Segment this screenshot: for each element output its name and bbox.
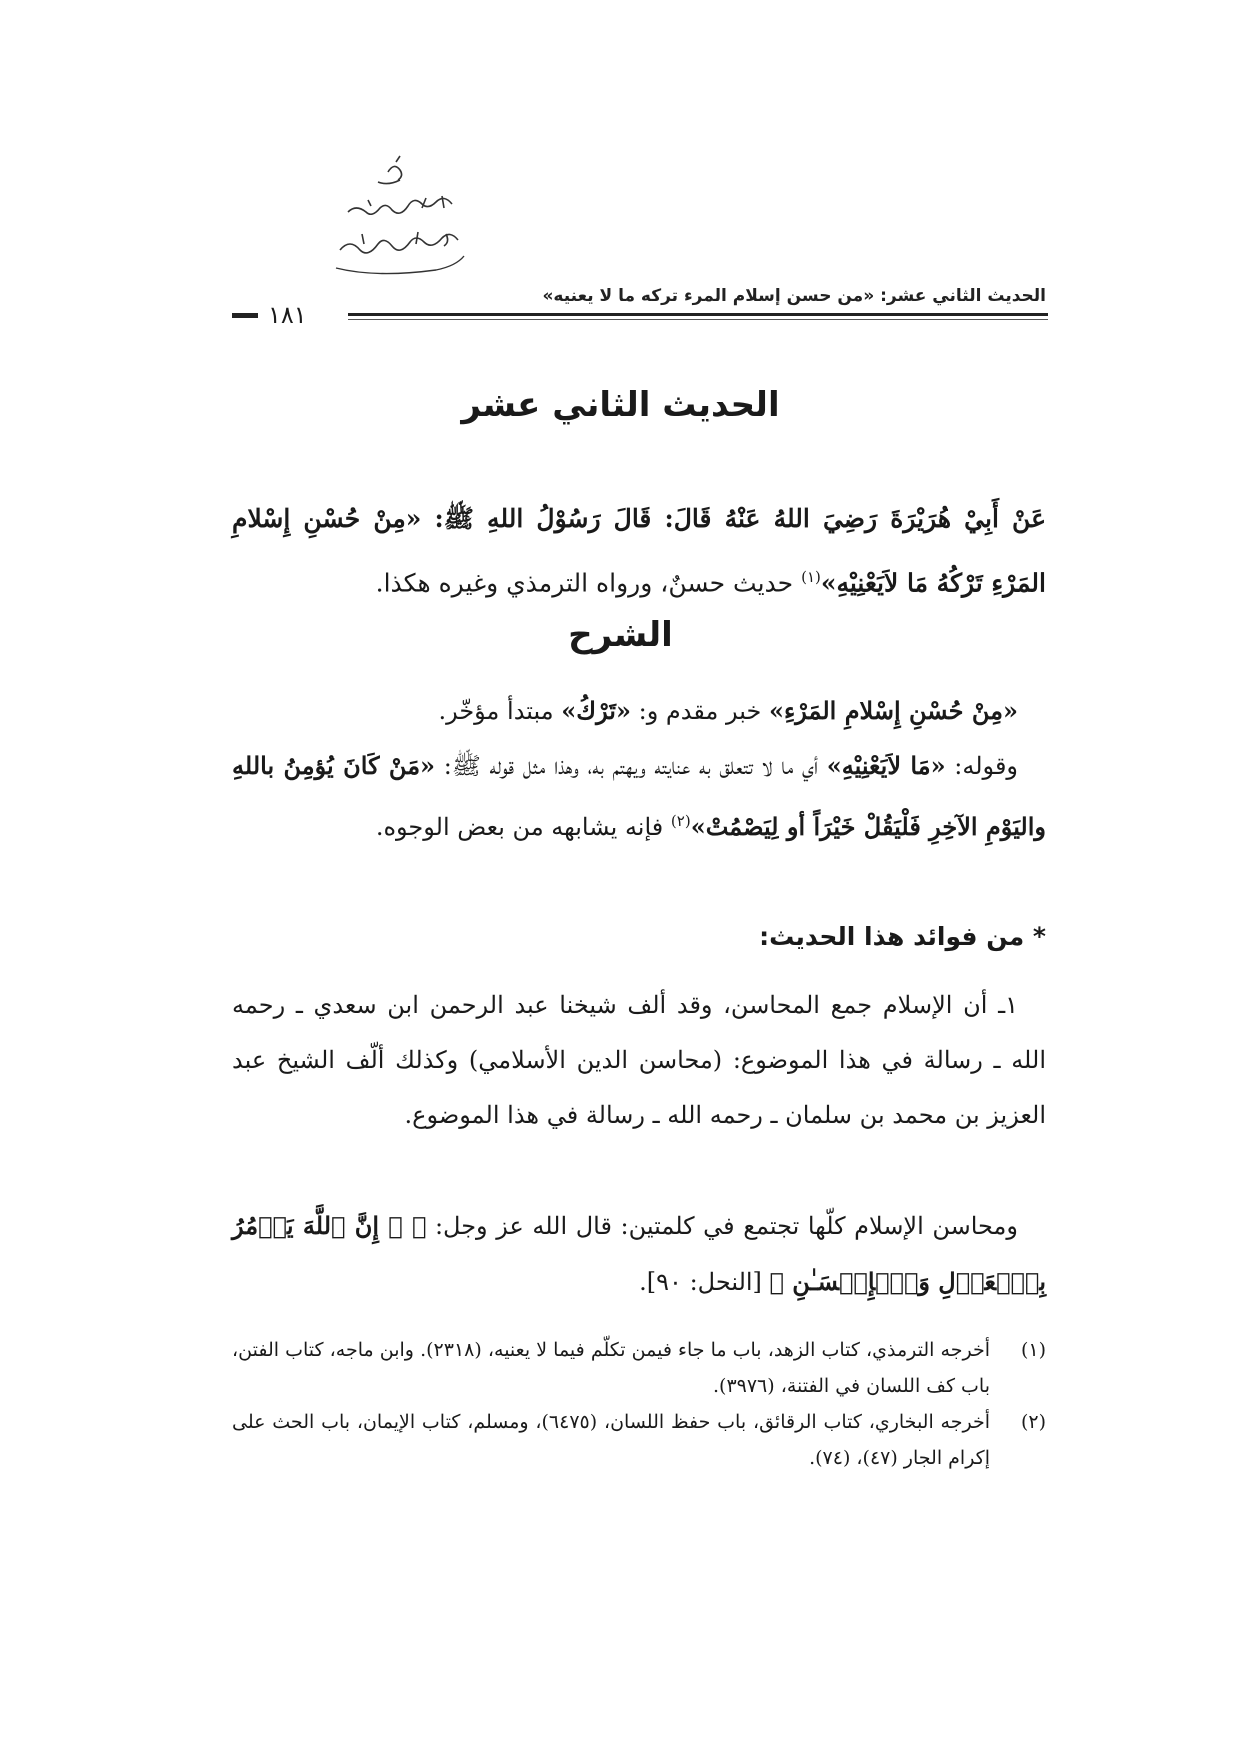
header-rule-thin bbox=[348, 319, 1048, 320]
footnotes bbox=[232, 1332, 1046, 1476]
benefit-1-paragraph bbox=[232, 978, 1046, 1143]
hadith-quote: عَنْ أَبِيْ هُرَيْرَةَ رَضِيَ اللهُ عَنْهُ قَالَ: قَالَ رَسُوْلُ اللهِ ﷺ: «مِنْ حُسْنِ إِسْلامِ المَرْءِ تَرْكُهُ مَا لاَيَعْنِيْهِ» bbox=[232, 504, 1046, 598]
footnote-marker-2: (٢) bbox=[670, 812, 691, 830]
hadith-text bbox=[232, 490, 1046, 612]
explanation-text: خبر مقدم و: bbox=[630, 697, 769, 725]
header-rule bbox=[348, 313, 1048, 316]
explanation-phrase: «مِنْ حُسْنِ إِسْلامِ المَرْءِ» bbox=[768, 696, 1018, 725]
quran-verse: ﴿ ۞ إِنَّ ٱللَّهَ يَأۡمُرُ بِٱلۡعَدۡلِ وَٱلۡإِحۡسَـٰنِ ﴾ bbox=[232, 1211, 1046, 1296]
explanation-paragraph-1 bbox=[232, 683, 1046, 739]
benefit-text: ومحاسن الإسلام كلّها تجتمع في كلمتين: قال الله عز وجل: bbox=[426, 1212, 1018, 1240]
explanation-phrase: «مَا لاَيَعْنِيْهِ» bbox=[826, 751, 946, 780]
footnote-1 bbox=[232, 1332, 1046, 1404]
explanation-text: وقوله: bbox=[945, 752, 1019, 780]
verse-reference: [النحل: ٩٠]. bbox=[639, 1268, 770, 1296]
page-number-bar bbox=[232, 313, 258, 318]
footnote-number: (١) bbox=[1020, 1339, 1046, 1361]
footnote-2 bbox=[232, 1404, 1046, 1476]
explanation-paragraph-2 bbox=[232, 738, 1046, 855]
running-header-title: الحديث الثاني عشر: «من حسن إسلام المرء تركه ما لا يعنيه» bbox=[542, 286, 1046, 306]
chapter-title: الحديث الثاني عشر bbox=[461, 385, 780, 425]
benefit-1-continuation bbox=[232, 1198, 1046, 1310]
footnote-text: أخرجه البخاري، كتاب الرقائق، باب حفظ اللسان، (٦٤٧٥)، ومسلم، كتاب الإيمان، باب الحث على إكرام الجار (٤٧)، (٧٤). bbox=[232, 1411, 990, 1469]
explanation-text: مبتدأ مؤخّر. bbox=[438, 697, 562, 725]
explanation-text: فإنه يشابهه من بعض الوجوه. bbox=[375, 813, 671, 841]
explanation-phrase: «تَرْكُ» bbox=[561, 696, 631, 725]
benefits-heading: * من فوائد هذا الحديث: bbox=[759, 922, 1046, 951]
section-title: الشرح bbox=[568, 615, 673, 655]
explanation-text: أي ما لا تتعلق به عنايته ويهتم به، وهذا مثل قوله ﷺ: bbox=[435, 752, 827, 780]
footnote-marker-1: (١) bbox=[801, 568, 821, 586]
page-number: ١٨١ bbox=[268, 301, 307, 329]
footnote-number: (٢) bbox=[1020, 1411, 1046, 1433]
explanation-hadith-quote: «مَنْ كَانَ يُؤمِنُ باللهِ واليَوْمِ الآخِرِ فَلْيَقُلْ خَيْرَاً أو لِيَصْمُتْ» bbox=[232, 751, 1046, 841]
handwritten-stamp bbox=[318, 150, 478, 290]
footnote-text: أخرجه الترمذي، كتاب الزهد، باب ما جاء فيمن تكلّم فيما لا يعنيه، (٢٣١٨). وابن ماجه، كتاب الفتن، باب كف اللسان في الفتنة، (٣٩٧٦). bbox=[232, 1339, 990, 1397]
hadith-grading: حديث حسنٌ، ورواه الترمذي وغيره هكذا. bbox=[375, 568, 802, 598]
benefit-1-text: ١ـ أن الإسلام جمع المحاسن، وقد ألف شيخنا عبد الرحمن ابن سعدي ـ رحمه الله ـ رسالة في هذا الموضوع: (محاسن الدين الأسلامي) وكذلك ألّف الشيخ عبد العزيز بن محمد بن سلمان ـ رحمه الله ـ رسالة في هذا الموضوع. bbox=[232, 991, 1046, 1129]
